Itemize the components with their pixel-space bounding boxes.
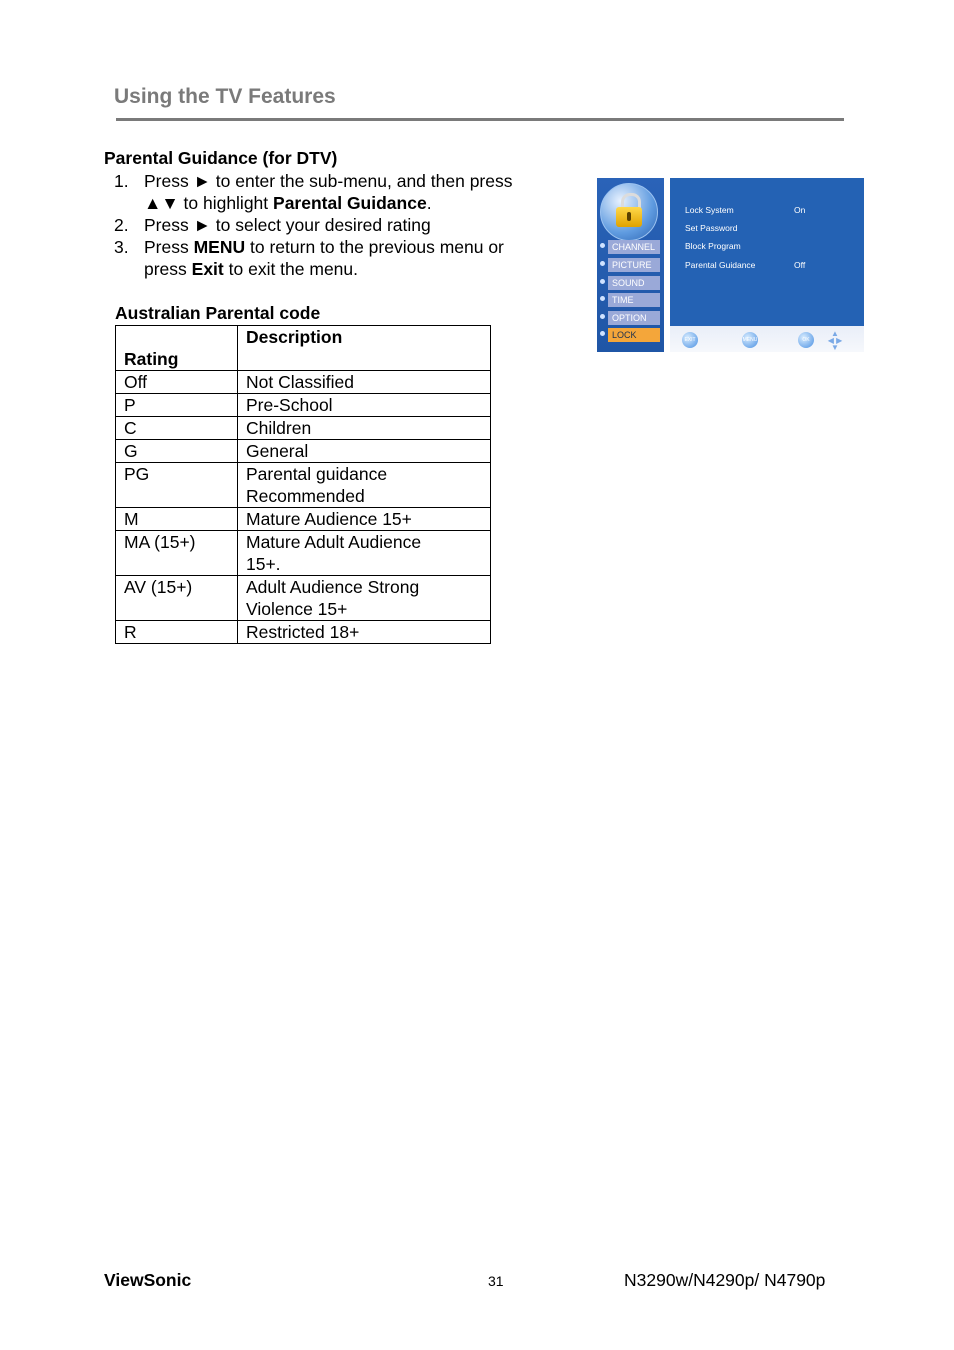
table-row: [116, 394, 491, 417]
step-2: [114, 214, 564, 236]
bullet-icon: [600, 261, 605, 266]
footer-brand: ViewSonic: [104, 1270, 192, 1290]
setting-value: On: [794, 205, 806, 215]
osd-menu-picture[interactable]: PICTURE: [608, 258, 660, 272]
description-cell: Parental guidance Recommended: [238, 463, 491, 508]
direction-arrows-icon: ▲ ◀ ▶ ▼: [827, 329, 843, 352]
ok-button[interactable]: OK: [798, 332, 814, 348]
emphasis-text: Parental Guidance: [273, 193, 427, 213]
description-cell: Mature Audience 15+: [238, 508, 491, 531]
instruction-steps: [114, 170, 564, 280]
page-number: 31: [488, 1273, 504, 1289]
setting-block-program[interactable]: Block Program: [685, 241, 741, 251]
step-text: ▲▼ to highlight Parental Guidance.: [144, 193, 432, 213]
rating-cell: AV (15+): [116, 576, 238, 621]
rating-cell: Off: [116, 371, 238, 394]
rating-table: [115, 325, 491, 644]
rating-cell: M: [116, 508, 238, 531]
step-1: [114, 170, 564, 214]
title-divider: [116, 118, 844, 121]
table-row: [116, 417, 491, 440]
step-text: Press ► to enter the sub-menu, and then press: [144, 171, 513, 191]
description-cell: Adult Audience Strong Violence 15+: [238, 576, 491, 621]
footer-model: N3290w/N4290p/ N4790p: [624, 1270, 826, 1290]
step-number: 1.: [114, 171, 129, 191]
osd-menu-lock[interactable]: LOCK: [608, 328, 660, 342]
bullet-icon: [600, 296, 605, 301]
description-cell: Restricted 18+: [238, 621, 491, 644]
bullet-icon: [600, 243, 605, 248]
bullet-icon: [600, 279, 605, 284]
bullet-icon: [600, 331, 605, 336]
bullet-icon: [600, 314, 605, 319]
step-text: Press ► to select your desired rating: [144, 215, 431, 235]
table-row: [116, 531, 491, 576]
osd-button-bar: [670, 326, 864, 352]
exit-button[interactable]: EXIT: [682, 332, 698, 348]
osd-menu-sound[interactable]: SOUND: [608, 276, 660, 290]
table-row: [116, 576, 491, 621]
parental-guidance-heading: Parental Guidance (for DTV): [104, 148, 338, 168]
rating-cell: MA (15+): [116, 531, 238, 576]
setting-set-password[interactable]: Set Password: [685, 223, 738, 233]
rating-cell: C: [116, 417, 238, 440]
emphasis-text: MENU: [193, 237, 246, 257]
setting-parental-guidance[interactable]: Parental Guidance: [685, 260, 756, 270]
step-text: Press MENU to return to the previous menu or: [144, 237, 504, 257]
osd-menu-channel[interactable]: CHANNEL: [608, 240, 660, 254]
setting-value: Off: [794, 260, 806, 270]
header-rating: Rating: [116, 326, 238, 371]
table-row: [116, 508, 491, 531]
description-cell: Mature Adult Audience 15+.: [238, 531, 491, 576]
step-number: 3.: [114, 237, 129, 257]
table-row: [116, 621, 491, 644]
description-cell: General: [238, 440, 491, 463]
rating-cell: R: [116, 621, 238, 644]
header-description: Description: [238, 326, 491, 371]
section-title: Using the TV Features: [114, 85, 336, 108]
osd-menu-option[interactable]: OPTION: [608, 311, 660, 325]
setting-lock-system[interactable]: Lock System: [685, 205, 734, 215]
rating-cell: PG: [116, 463, 238, 508]
table-heading: Australian Parental code: [115, 303, 321, 323]
table-row: [116, 463, 491, 508]
table-row: [116, 440, 491, 463]
description-cell: Not Classified: [238, 371, 491, 394]
tv-osd-screenshot: [597, 178, 864, 352]
step-3: [114, 236, 564, 280]
osd-menu-sidebar: [597, 178, 664, 352]
table-header-row: [116, 326, 491, 371]
osd-menu-time[interactable]: TIME: [608, 293, 660, 307]
rating-cell: P: [116, 394, 238, 417]
step-text: press Exit to exit the menu.: [144, 259, 359, 279]
padlock-icon: [600, 183, 658, 241]
menu-button[interactable]: MENU: [742, 332, 758, 348]
table-row: [116, 371, 491, 394]
description-cell: Children: [238, 417, 491, 440]
emphasis-text: Exit: [191, 259, 224, 279]
step-number: 2.: [114, 215, 129, 235]
rating-cell: G: [116, 440, 238, 463]
description-cell: Pre-School: [238, 394, 491, 417]
